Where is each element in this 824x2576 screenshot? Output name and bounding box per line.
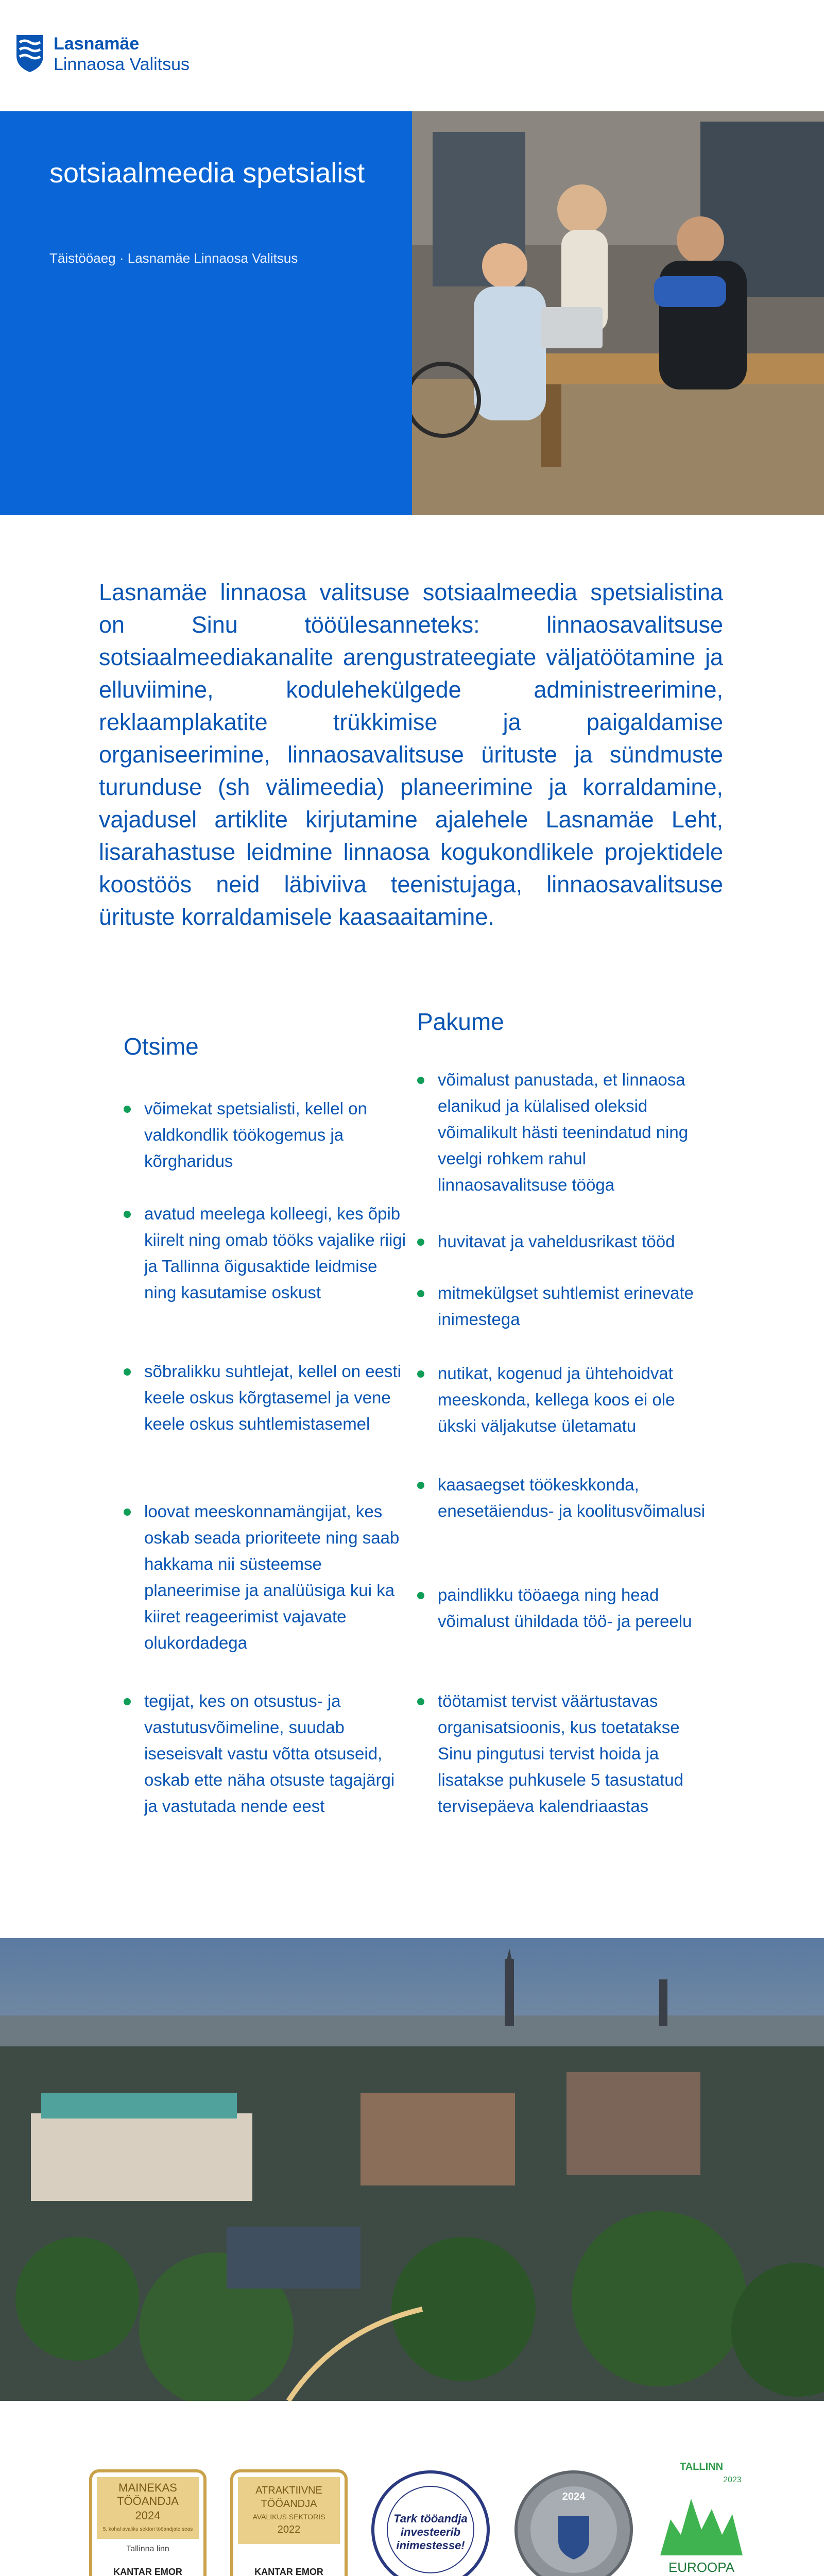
list-item: võimalust panustada, et linnaosa elanikud ja külalised oleksid võimalikult hästi teenindatud ning veelgi rohkem rahul linnaosavalitsuse tööga [417, 1066, 706, 1198]
list-item: paindlikku tööaega ning head võimalust ühildada töö- ja pereelu [417, 1582, 706, 1634]
svg-text:2024: 2024 [135, 2509, 161, 2522]
job-subtitle: Täistööaeg · Lasnamäe Linnaosa Valitsus [49, 250, 298, 266]
svg-text:Tallinna linn: Tallinna linn [126, 2545, 169, 2553]
offer-list [417, 1582, 706, 1634]
svg-text:2022: 2022 [277, 2524, 301, 2535]
list-item: tegijat, kes on otsustus- ja vastutusvõimeline, suudab iseseisvalt vastu võtta otsuseid, oskab ette näha otsuste tagajärgi ja vastutada nende eest [124, 1688, 412, 1819]
svg-text:Tark tööandja: Tark tööandja [393, 2512, 468, 2525]
offer-list [417, 1228, 706, 1255]
hero-photo [412, 111, 824, 515]
svg-text:ATRAKTIIVNE: ATRAKTIIVNE [255, 2485, 322, 2496]
list-item: loovat meeskonnamängijat, kes oskab seada prioriteete ning saab hakkama nii süsteemse planeerimise ja analüüsiga kui ka kiiret reageerimist vajavate olukordadega [124, 1498, 412, 1656]
svg-text:TALLINN: TALLINN [679, 2461, 724, 2472]
job-title: sotsiaalmeedia spetsialist [49, 158, 365, 189]
svg-text:investeerib: investeerib [400, 2526, 461, 2538]
offer-list [417, 1066, 706, 1198]
offer-list [417, 1280, 706, 1332]
svg-text:KANTAR EMOR: KANTAR EMOR [113, 2567, 182, 2576]
attractive-employer-badge-icon [230, 2469, 348, 2576]
list-item: mitmekülgset suhtlemist erinevate inimestega [417, 1280, 706, 1332]
svg-text:2024: 2024 [562, 2491, 586, 2502]
seeking-list [124, 1200, 412, 1306]
shield-logo-icon [14, 33, 45, 74]
job-description: Lasnamäe linnaosa valitsuse sotsiaalmeedia spetsialistina on Sinu tööülesanneteks: linnaosavalitsuse sotsiaalmeediakanalite arengustrateegiate väljatöötamine ja elluviimine, kodulehekülgede administreerimine, reklaamplakatite trükkimise ja paigaldamise organiseerimine, linnaosavalitsuse ürituste ja sündmuste turunduse (sh välimeedia) planeerimine ja korraldamine, vajadusel artiklite kirjutamine ajalehele Lasnamäe Leht, lisarahastuse leidmine linnaosa kogukondlikele projektidele koostöös neid läbiviiva teenistujaga, linnaosavalitsuse ürituste korraldamisele kaasaaitamine. [99, 579, 723, 930]
seeking-title: Otsime [124, 1033, 199, 1060]
svg-text:TÖÖANDJA: TÖÖANDJA [117, 2495, 179, 2507]
svg-text:5. kohal avaliku sektori tööan: 5. kohal avaliku sektori tööandjate seas [102, 2527, 193, 2532]
list-item: töötamist tervist väärtustavas organisatsioonis, kus toetatakse Sinu pingutusi tervist hoida ja lisatakse puhkusele 5 tasustatud tervisepäeva kalendriaastas [417, 1688, 706, 1819]
svg-text:TÖÖANDJA: TÖÖANDJA [261, 2498, 317, 2510]
list-item: kaasaegset töökeskkonda, enesetäiendus- ja koolitusvõimalusi [417, 1471, 706, 1524]
svg-text:KANTAR EMOR: KANTAR EMOR [254, 2567, 323, 2576]
offer-list [417, 1688, 706, 1819]
offer-title: Pakume [417, 1008, 504, 1035]
svg-text:MAINEKAS: MAINEKAS [118, 2481, 177, 2494]
brand-subname[interactable]: Linnaosa Valitsus [54, 55, 190, 74]
list-item: avatud meelega kolleegi, kes õpib kiirelt ning omab tööks vajalike riigi ja Tallinna õigusaktide leidmise ning kasutamise oskust [124, 1200, 412, 1306]
list-item: nutikat, kogenud ja ühtehoidvat meeskonda, kellega koos ei ole ükski väljakutse ületamatu [417, 1360, 706, 1439]
brand-name[interactable]: Lasnamäe [54, 34, 140, 54]
reputable-employer-badge-icon [89, 2469, 207, 2576]
svg-text:inimestesse!: inimestesse! [396, 2539, 465, 2552]
list-item: huvitavat ja vaheldusrikast tööd [417, 1228, 706, 1255]
list-item: võimekat spetsialisti, kellel on valdkondlik töökogemus ja kõrgharidus [124, 1095, 412, 1174]
european-green-capital-logo-icon [650, 2458, 753, 2576]
smart-employer-badge-icon [370, 2469, 491, 2576]
seeking-list [124, 1688, 412, 1819]
seeking-list [124, 1358, 412, 1437]
offer-list [417, 1471, 706, 1524]
offer-list [417, 1360, 706, 1439]
good-employer-seal-icon [513, 2469, 634, 2576]
seeking-list [124, 1095, 412, 1174]
list-item: sõbralikku suhtlejat, kellel on eesti keele oskus kõrgtasemel ja vene keele oskus suhtlemistasemel [124, 1358, 412, 1437]
city-panorama-photo [0, 1938, 824, 2401]
svg-text:EUROOPA: EUROOPA [668, 2560, 735, 2575]
svg-text:2023: 2023 [723, 2476, 742, 2484]
seeking-list [124, 1498, 412, 1656]
svg-text:AVALIKUS SEKTORIS: AVALIKUS SEKTORIS [252, 2513, 325, 2521]
